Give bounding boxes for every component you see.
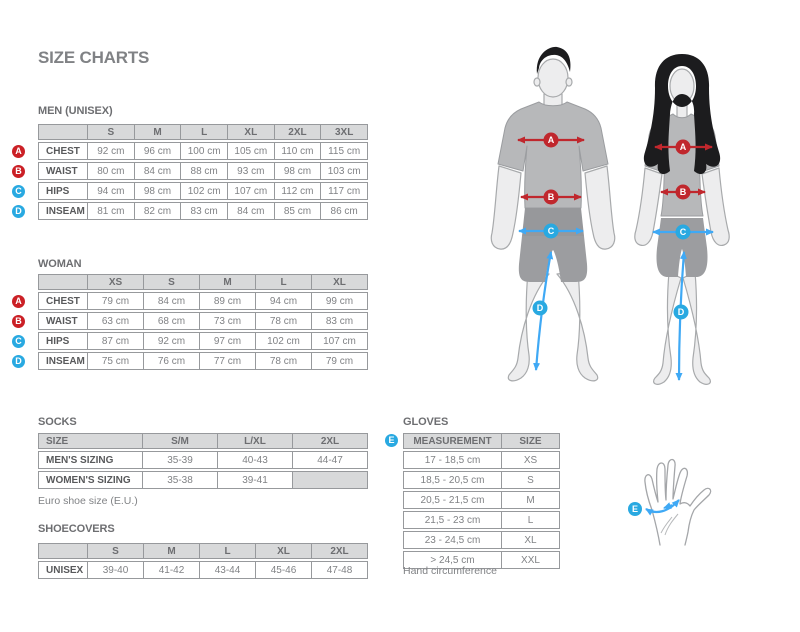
cell-value: 79 cm (88, 292, 144, 310)
column-header: S (88, 543, 144, 559)
column-header: XS (88, 274, 144, 290)
section-label-shoecovers: SHOECOVERS (38, 523, 115, 535)
column-header (38, 274, 88, 290)
row-label: MEN'S SIZING (38, 451, 143, 469)
woman-right-arm (702, 168, 729, 245)
column-header: MEASUREMENT (403, 433, 502, 449)
header-row (38, 124, 368, 140)
header-row (38, 274, 368, 290)
male-body-diagram (473, 40, 633, 400)
man-waist-marker-label: B (547, 192, 555, 202)
man-left-leg (508, 272, 549, 381)
section-label-gloves: GLOVES (403, 416, 449, 428)
row-label: HIPS (38, 332, 88, 350)
section-label-woman: WOMAN (38, 258, 82, 270)
gloves-size-table (403, 431, 560, 571)
cell-value: 100 cm (181, 142, 228, 160)
cell-value: 20,5 - 21,5 cm (403, 491, 502, 509)
cell-value: 43-44 (200, 561, 256, 579)
hand-marker-label: E (631, 504, 639, 514)
cell-value: 76 cm (144, 352, 200, 370)
column-header: M (135, 124, 182, 140)
men-size-table (38, 122, 368, 222)
cell-value: 88 cm (181, 162, 228, 180)
column-header: XL (312, 274, 368, 290)
cell-value: M (502, 491, 560, 509)
table-row (403, 471, 560, 489)
column-header: SIZE (502, 433, 560, 449)
column-header: SIZE (38, 433, 143, 449)
cell-value: 117 cm (321, 182, 368, 200)
cell-value: 39-40 (88, 561, 144, 579)
cell-value: 84 cm (135, 162, 182, 180)
header-row (403, 433, 560, 449)
marker-badge-inseam: D (12, 205, 25, 218)
column-header: M (200, 274, 256, 290)
column-header: 2XL (275, 124, 322, 140)
cell-value: 98 cm (135, 182, 182, 200)
woman-right-leg (683, 272, 710, 384)
man-right-arm (585, 166, 615, 249)
man-right-leg (557, 272, 598, 381)
woman-size-table (38, 272, 368, 372)
cell-value: 112 cm (275, 182, 322, 200)
column-header: XL (256, 543, 312, 559)
man-inseam-marker-label: D (536, 303, 544, 313)
cell-value: 105 cm (228, 142, 275, 160)
cell-value: 75 cm (88, 352, 144, 370)
female-body-diagram (625, 50, 755, 400)
cell-value: 23 - 24,5 cm (403, 531, 502, 549)
cell-value: 73 cm (200, 312, 256, 330)
column-header: L (200, 543, 256, 559)
woman-hips-marker-label: C (679, 227, 687, 237)
socks-size-table (38, 431, 368, 491)
header-row (38, 543, 368, 559)
cell-value: XL (502, 531, 560, 549)
cell-value: 84 cm (228, 202, 275, 220)
cell-value: 107 cm (228, 182, 275, 200)
cell-value: 92 cm (144, 332, 200, 350)
socks-note: Euro shoe size (E.U.) (38, 495, 138, 507)
table-row (38, 182, 368, 200)
table-row (38, 332, 368, 350)
header-row (38, 433, 368, 449)
man-right-ear (566, 78, 572, 86)
column-header: L (256, 274, 312, 290)
table-row (403, 451, 560, 469)
cell-value: L (502, 511, 560, 529)
cell-value: 103 cm (321, 162, 368, 180)
section-label-men: MEN (UNISEX) (38, 105, 113, 117)
cell-value: 63 cm (88, 312, 144, 330)
cell-value: 84 cm (144, 292, 200, 310)
row-label: INSEAM (38, 352, 88, 370)
table-row (38, 561, 368, 579)
cell-value: 78 cm (256, 312, 312, 330)
cell-value: 115 cm (321, 142, 368, 160)
cell-value: 92 cm (88, 142, 135, 160)
row-label: CHEST (38, 292, 88, 310)
marker-badge-chest: A (12, 145, 25, 158)
cell-value: 47-48 (312, 561, 368, 579)
cell-value: XXL (502, 551, 560, 569)
man-hips-marker-label: C (547, 226, 555, 236)
cell-value: 45-46 (256, 561, 312, 579)
marker-badge-inseam: D (12, 355, 25, 368)
cell-value: 78 cm (256, 352, 312, 370)
row-label: INSEAM (38, 202, 88, 220)
cell-value: XS (502, 451, 560, 469)
table-row (403, 491, 560, 509)
marker-badge-waist: B (12, 165, 25, 178)
cell-value: 107 cm (312, 332, 368, 350)
table-row (38, 162, 368, 180)
column-header: S (88, 124, 135, 140)
cell-value: 18,5 - 20,5 cm (403, 471, 502, 489)
column-header: XL (228, 124, 275, 140)
cell-value (293, 471, 368, 489)
cell-value: 86 cm (321, 202, 368, 220)
marker-badge-waist: B (12, 315, 25, 328)
table-row (38, 312, 368, 330)
cell-value: 80 cm (88, 162, 135, 180)
cell-value: 94 cm (88, 182, 135, 200)
column-header: S/M (143, 433, 218, 449)
cell-value: 41-42 (144, 561, 200, 579)
cell-value: 98 cm (275, 162, 322, 180)
cell-value: 85 cm (275, 202, 322, 220)
cell-value: 87 cm (88, 332, 144, 350)
column-header: L (181, 124, 228, 140)
shoecovers-size-table (38, 541, 368, 581)
cell-value: 39-41 (218, 471, 293, 489)
column-header (38, 124, 88, 140)
column-header: 2XL (293, 433, 368, 449)
table-row (403, 511, 560, 529)
woman-left-arm (635, 168, 662, 245)
cell-value: 97 cm (200, 332, 256, 350)
table-row (38, 352, 368, 370)
table-row (38, 292, 368, 310)
cell-value: 102 cm (256, 332, 312, 350)
cell-value: 93 cm (228, 162, 275, 180)
cell-value: 96 cm (135, 142, 182, 160)
table-row (38, 202, 368, 220)
man-left-arm (491, 166, 521, 249)
row-label: WAIST (38, 312, 88, 330)
hand-diagram (622, 452, 722, 562)
cell-value: S (502, 471, 560, 489)
cell-value: 89 cm (200, 292, 256, 310)
row-label: UNISEX (38, 561, 88, 579)
cell-value: 44-47 (293, 451, 368, 469)
cell-value: 40-43 (218, 451, 293, 469)
row-label: WOMEN'S SIZING (38, 471, 143, 489)
man-shorts (519, 236, 587, 282)
cell-value: 110 cm (275, 142, 322, 160)
column-header: 3XL (321, 124, 368, 140)
woman-left-leg (654, 272, 681, 384)
column-header: 2XL (312, 543, 368, 559)
marker-badge-hips: C (12, 335, 25, 348)
cell-value: 79 cm (312, 352, 368, 370)
page-title: SIZE CHARTS (38, 48, 150, 67)
cell-value: 99 cm (312, 292, 368, 310)
table-row (38, 471, 368, 489)
man-face (538, 59, 568, 97)
cell-value: 77 cm (200, 352, 256, 370)
cell-value: 102 cm (181, 182, 228, 200)
table-row (38, 451, 368, 469)
woman-waist-marker-label: B (679, 187, 687, 197)
column-header: L/XL (218, 433, 293, 449)
cell-value: 94 cm (256, 292, 312, 310)
man-left-ear (534, 78, 540, 86)
row-label: WAIST (38, 162, 88, 180)
cell-value: 83 cm (312, 312, 368, 330)
cell-value: 81 cm (88, 202, 135, 220)
marker-badge-hips: C (12, 185, 25, 198)
cell-value: 83 cm (181, 202, 228, 220)
column-header: S (144, 274, 200, 290)
woman-inseam-marker-label: D (677, 307, 685, 317)
cell-value: 68 cm (144, 312, 200, 330)
gloves-note: Hand circumference (403, 565, 497, 577)
section-label-socks: SOCKS (38, 416, 77, 428)
cell-value: 82 cm (135, 202, 182, 220)
table-row (38, 142, 368, 160)
woman-chest-marker-label: A (679, 142, 687, 152)
row-label: CHEST (38, 142, 88, 160)
table-row (403, 531, 560, 549)
column-header: M (144, 543, 200, 559)
cell-value: 35-38 (143, 471, 218, 489)
marker-badge-hand: E (385, 434, 398, 447)
column-header (38, 543, 88, 559)
cell-value: > 24,5 cm (403, 551, 502, 569)
marker-badge-chest: A (12, 295, 25, 308)
row-label: HIPS (38, 182, 88, 200)
cell-value: 17 - 18,5 cm (403, 451, 502, 469)
cell-value: 35-39 (143, 451, 218, 469)
man-chest-marker-label: A (547, 135, 555, 145)
cell-value: 21,5 - 23 cm (403, 511, 502, 529)
